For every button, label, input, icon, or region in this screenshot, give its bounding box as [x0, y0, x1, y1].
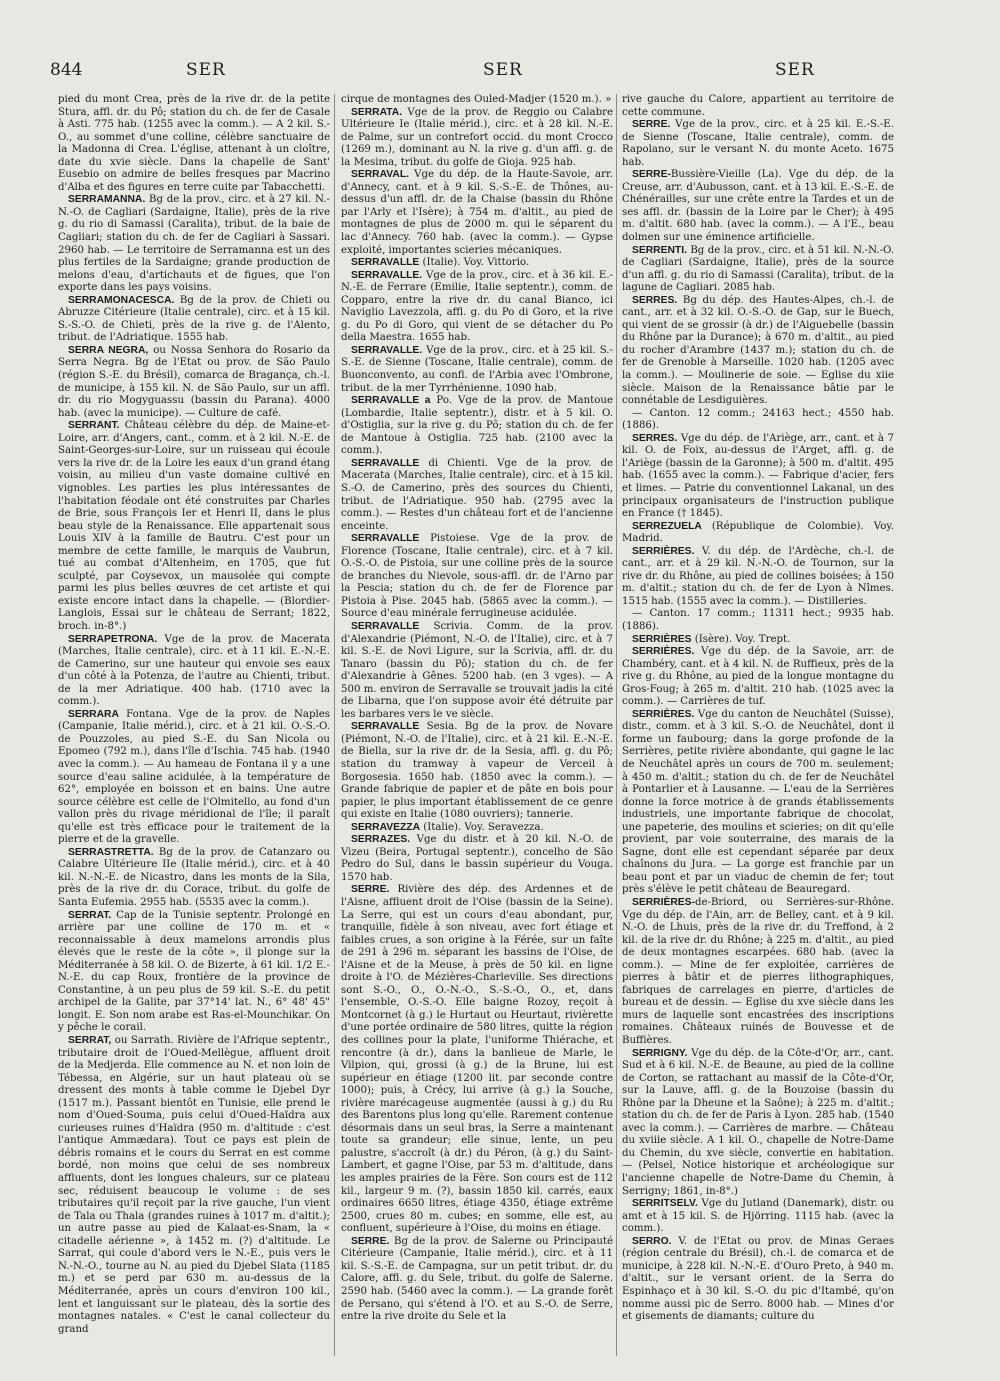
- dictionary-entry: [622, 119, 894, 169]
- dictionary-entry: [622, 1048, 894, 1199]
- entry-text: Vge du dép. de la Savoie, arr. de Chambéry, cant. et à 4 kil. N. de Ruffieux, près de la rive g. du Rhône, au pied de la longue montagne du Gros-Foug; à 265 m. d'altit. 210 hab. (1025 avec la comm.). — Carrières de tuf.: [622, 646, 894, 708]
- entry-text: V. du dép. de l'Ardèche, ch.-l. de cant., arr. et à 29 kil. N.-N.-O. de Tournon, sur la rive dr. du Rhône, au pied de collines boisées; à 150 m. d'altit.; station du ch. de fer de Lyon à Nîmes. 1515 hab. (1555 avec la comm.). — Distilleries.: [622, 545, 894, 607]
- entry-headword: SERRES.: [632, 294, 678, 306]
- dictionary-entry: [341, 721, 613, 821]
- dictionary-entry: [341, 884, 613, 1235]
- entry-text: Cap de la Tunisie septentr. Prolongé en arrière par une colline de 170 m. et « reconnaissable à deux mamelons arrondis plus élevés que le reste de la côte », il plonge sur la Méditerranée à 58 kil. O. de Bizerte, à 61 kil. 1/2 E.-N.-E. du cap Roux, frontière de la province de Constantine, à un peu plus de 59 kil. S.-E. du petit archipel de la Galite, par 37°14' lat. N., 6° 48' 45" longit. E. Son nom arabe est Ras-el-Mounchikar. On y pêche le corail.: [58, 909, 330, 1034]
- entry-headword: SERRIÈRES: [632, 633, 692, 645]
- entry-headword: SERRAZES.: [351, 834, 410, 846]
- dictionary-entry: [622, 1198, 894, 1236]
- dictionary-entry: [58, 194, 330, 294]
- entry-text: Vge du canton de Neuchâtel (Suisse), distr., comm. et à 3 kil. S.-O. de Neuchâtel, dont il forme un faubourg; dans la gorge profonde de la Serrières, petite rivière abondante, qui gagne le lac de Neuchâtel après un cours de 700 m. seulement; à 450 m. d'altit.; station du ch. de fer de Neuchâtel à Pontarlier et à Lausanne. — L'eau de la Serrières donne la force motrice à de grands établissements industriels, une importante fabrique de chocolat, une papeterie, des moulins et scieries; on dit qu'elle provient, par voie souterraine, des marais de la Sagne, dont elle est cependant séparée par deux chaînons du Jura. — La gorge est franchie par un beau pont et par un viaduc de chemin de fer; tout près s'élève le petit château de Beauregard.: [622, 708, 894, 896]
- entry-headword: SERRE.: [351, 884, 390, 896]
- dictionary-entry: [341, 169, 613, 257]
- entry-text: Vge du dép. de l'Ariège, arr., cant. et à 7 kil. O. de Foix, au-dessus de l'Arget, affl. g. de l'Ariège (bassin de la Garonne); à 500 m. d'altit. 495 hab. (1655 avec la comm.). — Fabrique d'acier, fers et limes. — Patrie du conventionnel Lakanal, un des principaux organisateurs de l'instruction publique en France († 1845).: [622, 432, 894, 520]
- entry-headword: SERRAVALLE: [351, 257, 420, 269]
- dictionary-entry: [622, 295, 894, 408]
- column-3: [622, 94, 894, 1324]
- column-1: [58, 94, 330, 1336]
- column-divider: [616, 94, 617, 1356]
- entry-text: Bg de la prov. de Catanzaro ou Calabre Ultérieure IIe (Italie mérid.), circ. et à 40 kil. N.-N.-E. de Nicastro, dans les monts de la Sila, près de la rive dr. du Corace, tribut. du golfe de Santa Eufemia. 2955 hab. (5535 avec la comm.).: [58, 846, 330, 908]
- entry-headword: SERRAMONACESCA.: [68, 294, 175, 306]
- entry-text: de-Briord, ou Serrières-sur-Rhône. Vge du dép. de l'Ain, arr. de Belley, cant. et à 9 kil. N.-O. de Lhuis, près de la rive dr. du Treffond, à 2 kil. de la rive dr. du Rhône; à 225 m. d'altit., au pied de deux montagnes escarpées. 680 hab. (avec la comm.). — Mine de fer exploitée, carrières de pierres à bâtir et de pierres lithographiques, fabriques de carrelages en pierre, d'articles de bureau et de dessin. — Eglise du xve siècle dans les murs de laquelle sont encastrées des inscriptions romaines. Châteaux ruinés de Bouvesse et de Buffières.: [622, 897, 894, 1047]
- dictionary-entry: [341, 94, 613, 107]
- entry-headword: SERRARA: [68, 708, 119, 720]
- dictionary-entry: [622, 897, 894, 1048]
- running-head-center: SER: [483, 60, 523, 80]
- entry-text: Vge de la prov., circ. et à 36 kil. E.-N.-E. de Ferrare (Emilie, Italie septentr.), comm. de Copparo, entre la rive dr. du canal Bianco, ici Naviglio Lavezzola, affl. g. du Po di Goro, et la rive g. du Po di Goro, qui vient de se détacher du Po della Maestra. 1655 hab.: [341, 269, 613, 344]
- entry-text: (République de Colombie). Voy. Madrid.: [622, 520, 894, 545]
- dictionary-entry: [58, 634, 330, 709]
- dictionary-entry: [58, 420, 330, 633]
- dictionary-entry: [58, 94, 330, 194]
- dictionary-entry: [341, 834, 613, 884]
- dictionary-entry: [58, 1035, 330, 1336]
- entry-text: di Chienti. Vge de la prov. de Macerata (Marches, Italie centrale), circ. et à 15 kil. S.-O. de Camerino, près des sources du Chienti, tribut. de l'Adriatique. 950 hab. (2795 avec la comm.). — Restes d'un château fort et de l'ancienne enceinte.: [341, 457, 613, 532]
- entry-text: ou Nossa Senhora do Rosario da Serra Negra. Bg de l'Etat ou prov. de São Paulo (région S.-E. du Brésil), comarca de Bragança, ch.-l. de municipe, à 155 kil. N. de São Paulo, sur un affl. dr. du rio Mogyguassu (bassin du Parana). 4000 hab. (avec la municipe). — Culture de café.: [58, 344, 330, 419]
- dictionary-entry: [58, 847, 330, 910]
- entry-text: Vge de la prov., circ. et à 25 kil. S.-S.-E. de Sienne (Toscane, Italie centrale), comm. de Buonconvento, au confl. de l'Arbia avec l'Ombrone, tribut. de la mer Tyrrhénienne. 1090 hab.: [341, 344, 613, 394]
- entry-text: Scrivia. Comm. de la prov. d'Alexandrie (Piémont, N.-O. de l'Italie), circ. et à 7 kil. S.-E. de Novi Ligure, sur la Scrivia, affl. dr. du Tanaro (bassin du Pô); station du ch. de fer d'Alexandrie à Gênes. 5200 hab. (en 3 vges). — A 500 m. environ de Serravalle se trouvait jadis la cité de Libarna, que l'on suppose avoir été détruite par les barbares vers le ve siècle.: [341, 620, 613, 720]
- entry-headword: SERRIÈRES.: [632, 545, 695, 557]
- dictionary-entry: [58, 709, 330, 847]
- entry-text: cirque de montagnes des Ouled-Madjer (1520 m.). »: [341, 94, 612, 105]
- dictionary-entry: [58, 295, 330, 345]
- dictionary-entry: [341, 822, 613, 835]
- dictionary-entry: [622, 433, 894, 521]
- entry-headword: SERRATA.: [351, 106, 403, 118]
- entry-headword: SERRAMANNA.: [68, 194, 146, 206]
- entry-text: rive gauche du Calore, appartient au territoire de cette commune.: [622, 94, 894, 118]
- entry-text: ou Sarrath. Rivière de l'Afrique septentr., tributaire droit de l'Oued-Mellègue, affluent droit de la Medjerda. Elle commence au N. et non loin de Tébessa, en Algérie, sur un haut plateau où se dressent des monts à table comme le Djebel Dyr (1517 m.). Passant bientôt en Tunisie, elle prend le nom d'Oued-Souma, puis celui d'Oued-Haïdra aux curieuses ruines d'Haïdra (950 m. d'altitude : c'est l'antique Ammædara). Tout ce pays est plein de débris romains et le cours du Serrat en est comme bordé, non moins que celui de ses nombreux affluents, dont les longues chaleurs, sur ce plateau sec, réduisent beaucoup le volume : de ses tributaires qu'il reçoit par la rive gauche, l'un vient de Tala ou Thala (grandes ruines à 1017 m. d'altit.); un autre passe au pied de Kalaat-es-Snam, la « citadelle aérienne », à 1452 m. (?) d'altitude. Le Sarrat, qui coule d'abord vers le N.-E., puis vers le N.-N.-O., tourne au N. au pied du Djebel Slata (1185 m.) et se perd par 630 m. au-dessus de la Méditerranée, après un cours d'environ 100 kil., lent et languissant sur le plateau, dès la sortie des montagnes natales. « C'est le canal collecteur du grand: [58, 1035, 330, 1335]
- page-header: [0, 60, 1000, 90]
- entry-headword: SERRE-: [632, 169, 671, 181]
- dictionary-entry: [341, 395, 613, 458]
- dictionary-entry: [622, 608, 894, 633]
- dictionary-entry: [622, 709, 894, 897]
- entry-text: pied du mont Crea, près de la rive dr. de la petite Stura, affl. dr. du Pô; station du ch. de fer de Casale à Asti. 775 hab. (1255 avec la comm.). — A 2 kil. S.-O., au sommet d'une colline, célèbre sanctuaire de la Madonna di Crea. L'église, attenant à un cloître, date du xvie siècle. Dans la chapelle de Sant' Eusebio on admire de belles fresques par Macrino d'Alba et des figures en terre cuite par Tabacchetti.: [58, 94, 330, 193]
- dictionary-entry: [622, 521, 894, 546]
- entry-text: Vge du dép. de la Côte-d'Or, arr., cant. Sud et à 6 kil. N.-E. de Beaune, au pied de la colline de Corton, se rattachant au massif de la Côte-d'Or, sur la Lauve, affl. g. de la Bouzoise (bassin du Rhône par la Dheune et la Saône); à 225 m. d'altit.; station du ch. de fer de Paris à Lyon. 285 hab. (1540 avec la comm.). — Carrières de marbre. — Château du xviiie siècle. A 1 kil. O., chapelle de Notre-Dame du Chemin, du xve siècle, convertie en habitation. — (Pelsel, Notice historique et archéologique sur l'ancienne chapelle de Notre-Dame du Chemin, à Serrigny; 1861, in-8°.): [622, 1047, 894, 1197]
- entry-headword: SERRIÈRES-: [632, 897, 695, 908]
- dictionary-entry: [341, 270, 613, 345]
- entry-text: Bg du dép. des Hautes-Alpes, ch.-l. de cant., arr. et à 32 kil. O.-S.-O. de Gap, sur le Buech, qui vient de se grossir (à dr.) de l'Aiguebelle (bassin du Rhône par la Durance); à 670 m. d'altit., au pied du rocher d'Arambre (1437 m.); station du ch. de fer de Grenoble à Marseille. 1020 hab. (1205 avec la comm.). — Moulinerie de soie. — Eglise du xiie siècle. Maison de la Renaissance bâtie par le connétable de Lesdiguières.: [622, 294, 894, 407]
- entry-text: Vge du dép. de la Haute-Savoie, arr. d'Annecy, cant. et à 9 kil. S.-S.-E. de Thônes, au-dessus d'un affl. dr. de la Chaise (bassin du Rhône par l'Arly et l'Isère); à 754 m. d'altit., au pied de montagnes de plus de 2000 m. qui le séparent du lac d'Annecy. 760 hab. (avec la comm.). — Gypse exploité, importantes scieries mécaniques.: [341, 169, 613, 256]
- entry-text: Vge du distr. et à 20 kil. N.-O. de Vizeu (Beira, Portugal septentr.), concelho de São Pedro do Sul, dans le bassin supérieur du Vouga. 1570 hab.: [341, 834, 613, 883]
- entry-headword: SERRAVALLE: [351, 620, 420, 632]
- entry-text: Bussière-Vieille (La). Vge du dép. de la Creuse, arr. d'Aubusson, cant. et à 13 kil. E.-S.-E. de Chénérailles, sur une crête entre la Tardes et un de ses affl. dr. (bassin de la Loire par le Cher); à 495 m. d'altit. 680 hab. (avec la comm.). — A l'E., beau dolmen sur une éminence artificielle.: [622, 169, 894, 244]
- entry-text: V. de l'Etat ou prov. de Minas Geraes (région centrale du Brésil), ch.-l. de comarca et de municipe, à 228 kil. N.-N.-E. d'Ouro Preto, à 940 m. d'altit., sur le versant orient. de la Serra do Espinhaço et à 30 kil. S.-O. du pic d'Itambé, qu'on nomme aussi pic de Serro. 8000 hab. — Mines d'or et gisements de diamants; culture du: [622, 1235, 894, 1323]
- entry-headword: SERRIÈRES.: [632, 708, 695, 720]
- entry-text: Bg de la prov. de Chieti ou Abruzze Citérieure (Italie centrale), circ. et à 15 kil. S.-S.-O. de Chieti, près de la rive g. de l'Alento, tribut. de l'Adriatique. 1555 hab.: [58, 294, 330, 344]
- entry-text: Sesia. Bg de la prov. de Novare (Piémont, N.-O. de l'Italie), circ. et à 21 kil. E.-N.-E. de Biella, sur la rive dr. de la Sesia, affl. g. du Pô; station du tramway à vapeur de Verceil à Borgosesia. 1650 hab. (1850 avec la comm.). — Grande fabrique de papier et de pâte en bois pour papier, le plus important établissement de ce genre qui existe en Italie (1080 ouvriers); tannerie.: [341, 721, 613, 821]
- dictionary-entry: [341, 345, 613, 395]
- entry-text: Bg de la prov., circ. et à 27 kil. N.-N.-O. de Cagliari (Sardaigne, Italie), près de la rive g. du rio di Samassi (Caralita), tribut. de la baie de Cagliari; station du ch. de fer de Cagliari à Sassari. 2960 hab. — Le territoire de Serramanna est un des plus fertiles de la Sardaigne; grande production de melons d'eau, d'artichauts et de figues, que l'on exporte dans les pays voisins.: [58, 194, 330, 294]
- entry-text: Fontana. Vge de la prov. de Naples (Campanie, Italie mérid.), circ. et à 21 kil. O.-S.-O. de Pouzzoles, au pied S.-E. du San Nicola ou Epomeo (792 m.), dans l'île d'Ischia. 745 hab. (1940 avec la comm.). — Au hameau de Fontana il y a une source d'eau saline acidulée, à la température de 62°, employée en boisson et en bains. Une autre source célèbre est celle de l'Olmitello, au fond d'un vallon près du rivage méridional de l'île; il paraît qu'elle est très efficace pour le traitement de la pierre et de la gravelle.: [58, 708, 330, 846]
- entry-headword: SERRIGNY.: [632, 1047, 688, 1059]
- entry-headword: SERRO.: [632, 1235, 672, 1247]
- entry-text: Vge du Jutland (Danemark), distr. ou amt et à 15 kil. S. de Hjörring. 1115 hab. (avec la comm.).: [622, 1198, 894, 1235]
- dictionary-entry: [622, 634, 894, 647]
- dictionary-entry: [622, 546, 894, 609]
- entry-text: Vge de la prov., circ. et à 25 kil. E.-S.-E. de Sienne (Toscane, Italie centrale), comm. de Rapolano, sur le versant N. du monte Aceto. 1675 hab.: [622, 119, 894, 168]
- dictionary-entry: [622, 408, 894, 433]
- dictionary-entry: [622, 169, 894, 244]
- entry-headword: SERRITSELV.: [632, 1198, 698, 1210]
- entry-text: Vge de la prov. de Macerata (Marches, Italie centrale), circ. et à 11 kil. E.-N.-E. de Camerino, sur une hauteur qui envoie ses eaux d'un côté à la Potenza, de l'autre au Chienti, tribut. de la mer Adriatique. 400 hab. (1710 avec la comm.).: [58, 633, 330, 708]
- entry-text: Château célèbre du dép. de Maine-et-Loire, arr. d'Angers, cant., comm. et à 2 kil. N.-E. de Saint-Georges-sur-Loire, sur un ruisseau qui écoule vers la rive dr. de la Loire les eaux d'un grand étang voisin, au milieu d'un vaste domaine cultivé en vignobles. Les parties les plus intéressantes de l'habitation féodale ont été construites par Charles de Brie, sous François Ier et Henri II, dans le plus beau style de la Renaissance. Elle appartenait sous Louis XIV à la famille de Bautru. C'est pour un membre de cette famille, le marquis de Vaubrun, tué au combat d'Altenheim, en 1705, que fut sculpté, par Coysevox, un mausolée qui compte parmi les plus belles œuvres de cet artiste et qui existe encore intact dans la chapelle. — (Blordier-Langlois, Essai sur le château de Serrant; 1822, broch. in-8°.): [58, 420, 330, 632]
- dictionary-entry: [341, 533, 613, 621]
- entry-headword: SERRAT,: [68, 1035, 112, 1047]
- dictionary-entry: [341, 107, 613, 170]
- dictionary-entry: [341, 458, 613, 533]
- entry-headword: SERRE.: [351, 1235, 390, 1247]
- entry-text: Vge de la prov. de Reggio ou Calabre Ultérieure Ie (Italie mérid.), circ. et à 28 kil. N.-E. de Palme, sur un contrefort occid. du mont Crocco (1269 m.), dominant au N. la rive g. d'un affl. g. de la Mesima, tribut. du golfe de Gioja. 925 hab.: [341, 106, 613, 168]
- column-divider: [334, 94, 335, 1356]
- dictionary-entry: [341, 621, 613, 721]
- dictionary-entry: [58, 910, 330, 1035]
- entry-headword: SERRENTI.: [632, 244, 687, 256]
- dictionary-entry: [622, 94, 894, 119]
- entry-headword: SERRAVALLE.: [351, 269, 423, 281]
- entry-text: Bg de la prov., circ. et à 51 kil. N.-N.-O. de Cagliari (Sardaigne, Italie), près de la source d'un affl. g. du rio di Samassi (Caralita), tribut. de la lagune de Cagliari. 2085 hab.: [622, 244, 894, 294]
- entry-headword: SERRAVALLE: [351, 457, 420, 469]
- entry-headword: SERRAT.: [68, 909, 112, 921]
- entry-headword: SERRASTRETTA.: [68, 846, 154, 858]
- running-head-left: SER: [186, 60, 226, 80]
- entry-headword: SERRAVALLE: [351, 533, 420, 545]
- entry-headword: SERRAVALLE a: [351, 395, 431, 407]
- dictionary-entry: [622, 646, 894, 709]
- entry-text: — Canton. 17 comm.; 11311 hect.; 9935 hab. (1886).: [622, 608, 894, 632]
- dictionary-entry: [341, 257, 613, 270]
- entry-text: — Canton. 12 comm.; 24163 hect.; 4550 hab. (1886).: [622, 407, 894, 432]
- entry-headword: SERRAPETRONA.: [68, 633, 158, 645]
- entry-text: (Italie). Voy. Seravezza.: [420, 821, 544, 833]
- entry-headword: SERRE.: [632, 119, 671, 131]
- entry-text: (Isère). Voy. Trept.: [691, 633, 791, 645]
- entry-headword: SERRIÈRES.: [632, 646, 695, 658]
- entry-headword: SERRAVAL.: [351, 169, 409, 181]
- entry-headword: SERRA NEGRA,: [68, 344, 149, 356]
- entry-text: Pistoiese. Vge de la prov. de Florence (Toscane, Italie centrale), circ. et à 7 kil. O.-S.-O. de Pistoia, sur une colline près de la source de branches du Nievole, sous-affl. dr. de l'Arno par la Pescia; station du ch. de fer de Florence par Pistoia à Pise. 2045 hab. (5865 avec la comm.). — Source d'eau minérale ferrugineuse acidulée.: [341, 533, 613, 620]
- entry-text: (Italie). Voy. Vittorio.: [419, 257, 530, 269]
- dictionary-entry: [622, 245, 894, 295]
- column-2: [341, 94, 613, 1324]
- running-head-right: SER: [775, 60, 815, 80]
- entry-text: Bg de la prov. de Salerne ou Principauté Citérieure (Campanie, Italie mérid.), circ. et à 11 kil. S.-S.-E. de Campagna, sur un petit tribut. dr. du Calore, affl. g. du Sele, tribut. du golfe de Salerne. 2590 hab. (5460 avec la comm.). — La grande forêt de Persano, qui s'étend à l'O. et au S.-O. de Serre, entre la rive droite du Sele et la: [341, 1235, 613, 1323]
- entry-headword: SERREZUELA: [632, 520, 702, 532]
- entry-headword: SERRANT.: [68, 420, 120, 432]
- entry-text: Rivière des dép. des Ardennes et de l'Aisne, affluent droit de l'Oise (bassin de la Seine). La Serre, qui est un cours d'eau abondant, pur, tranquille, fidèle à son niveau, avec fort étiage et faibles crues, a son origine à la Férée, sur un faîte de 291 à 296 m. séparant les bassins de l'Oise, de l'Aisne et de la Meuse, à près de 50 kil. en ligne droite à l'O. de Mézières-Charleville. Ses directions sont S.-O., O., O.-N.-O., S.-S.-O., O., et, dans l'ensemble, O.-S.-O. Elle baigne Rozoy, reçoit à Montcornet (à g.) le Hurtaut ou Heurtaut, rivièrette d'une portée ordinaire de 580 litres, quitte la région des collines pour la plate, l'uniforme Thiérache, et rencontre (à dr.), dans la banlieue de Marle, le Vilpion, qui, grossi (à g.) de la Brune, lui est supérieur en étiage (1200 lit. par seconde contre 1000); puis, à Crécy, lui arrive (à g.) la Souche, rivière marécageuse augmentée (aussi à g.) du Ru des Barentons plus long qu'elle. Rarement contenue désormais dans un seul bras, la Serre a maintenant toute sa grandeur; elle sinue, lente, un peu palustre, s'accroît (à dr.) du Péron, (à g.) du Saint-Lambert, et gagne l'Oise, par 53 m. d'altitude, dans les amples prairies de la Fère. Son cours est de 112 kil., largeur 9 m. (?), bassin 1850 kil. carrés, eaux ordinaires 6650 litres, étiage 4350, étiage extrême 2500, crues 80 m. cubes; en somme, elle est, au confluent, supérieure à l'Oise, du moins en étiage.: [341, 884, 613, 1235]
- entry-headword: SERRES.: [632, 432, 678, 444]
- entry-headword: SERRAVALLE: [351, 721, 420, 733]
- entry-text: Po. Vge de la prov. de Mantoue (Lombardie, Italie septentr.), distr. et à 5 kil. O. d'Ostiglia, sur la rive g. du Pô; station du ch. de fer de Mantoue à Ostiglia. 725 hab. (2100 avec la comm.).: [341, 395, 613, 457]
- entry-headword: SERRAVALLE.: [351, 344, 423, 356]
- dictionary-entry: [58, 345, 330, 420]
- dictionary-entry: [341, 1236, 613, 1324]
- entry-headword: SERRAVEZZA: [351, 821, 421, 833]
- page-number: 844: [50, 60, 83, 80]
- dictionary-entry: [622, 1236, 894, 1324]
